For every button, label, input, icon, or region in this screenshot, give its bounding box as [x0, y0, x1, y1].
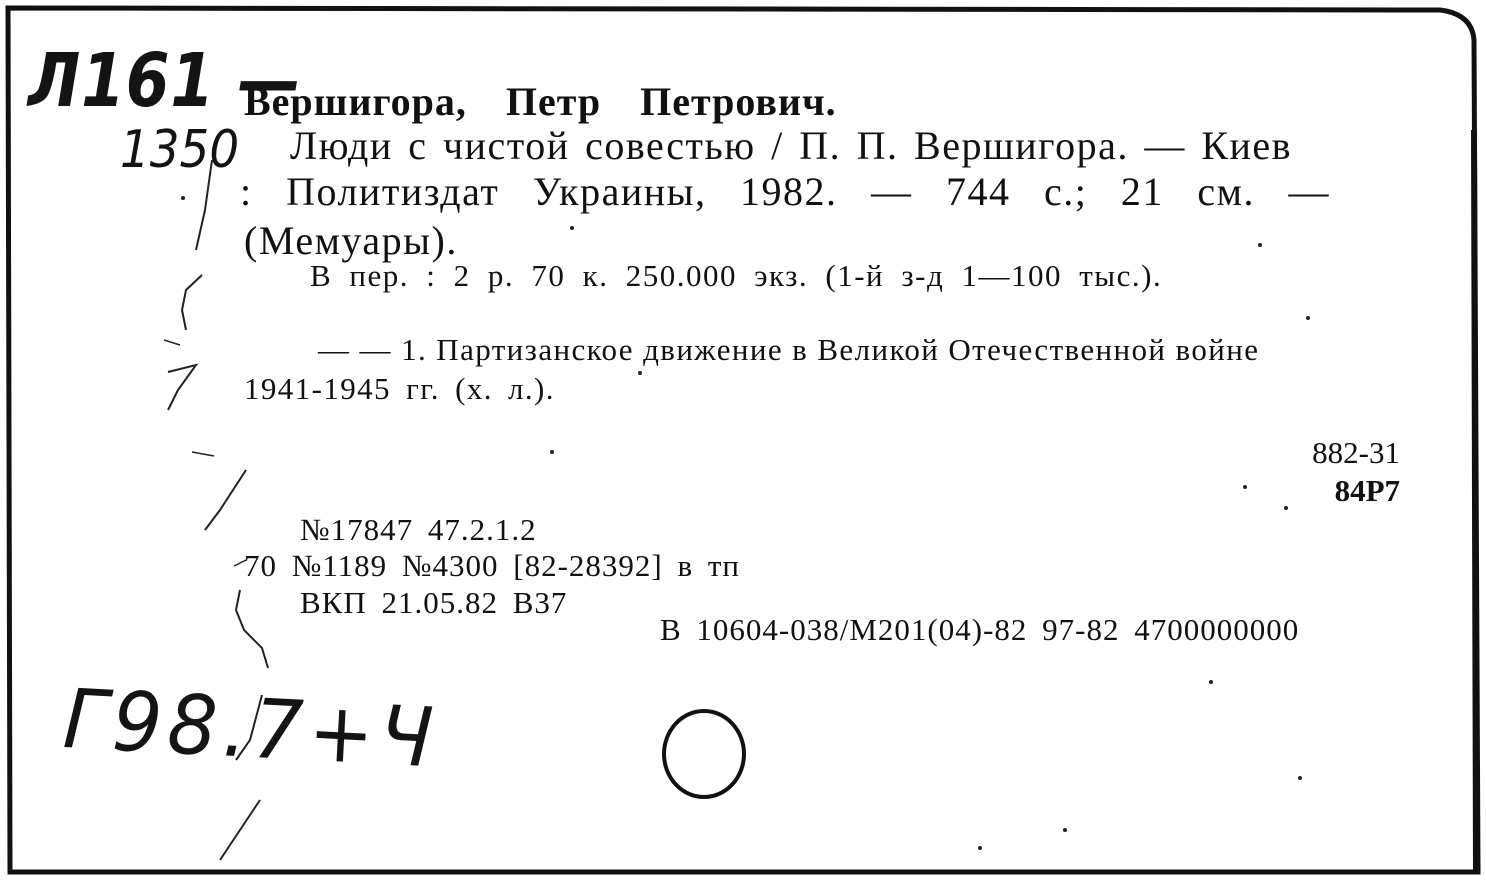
author-heading: Вершигора, Петр Петрович.	[244, 79, 837, 124]
subject-line-1: — — 1. Партизанское движение в Великой Отечественной войне	[318, 332, 1260, 367]
handwritten-shelf-number: 1350	[120, 120, 240, 180]
subject-line-2: 1941-1945 гг. (х. л.).	[244, 371, 555, 406]
title-line-3: (Мемуары).	[244, 218, 458, 263]
title-line-2: : Политиздат Украины, 1982. — 744 с.; 21 см. —	[240, 169, 1330, 214]
classification-code: 882-31	[1312, 435, 1400, 470]
author-mark-code: 84Р7	[1334, 473, 1400, 508]
service-line-2: 70 №1189 №4300 [82-28392] в тп	[244, 548, 740, 583]
service-line-3: ВКП 21.05.82 В37	[300, 585, 568, 620]
isbn-line: В 10604-038/М201(04)-82 97-82 4700000000	[660, 612, 1300, 647]
handwritten-shelf-mark: Л161 —	[28, 38, 302, 124]
handwritten-class-code: Г98.7+Ч	[61, 672, 441, 787]
price-print-run-line: В пер. : 2 р. 70 к. 250.000 экз. (1-й з-д 1—100 тыс.).	[310, 258, 1163, 293]
title-line-1: Люди с чистой совестью / П. П. Вершигора. — Киев	[290, 123, 1293, 168]
card-punch-hole-icon	[660, 707, 748, 803]
service-line-1: №17847 47.2.1.2	[300, 512, 537, 547]
